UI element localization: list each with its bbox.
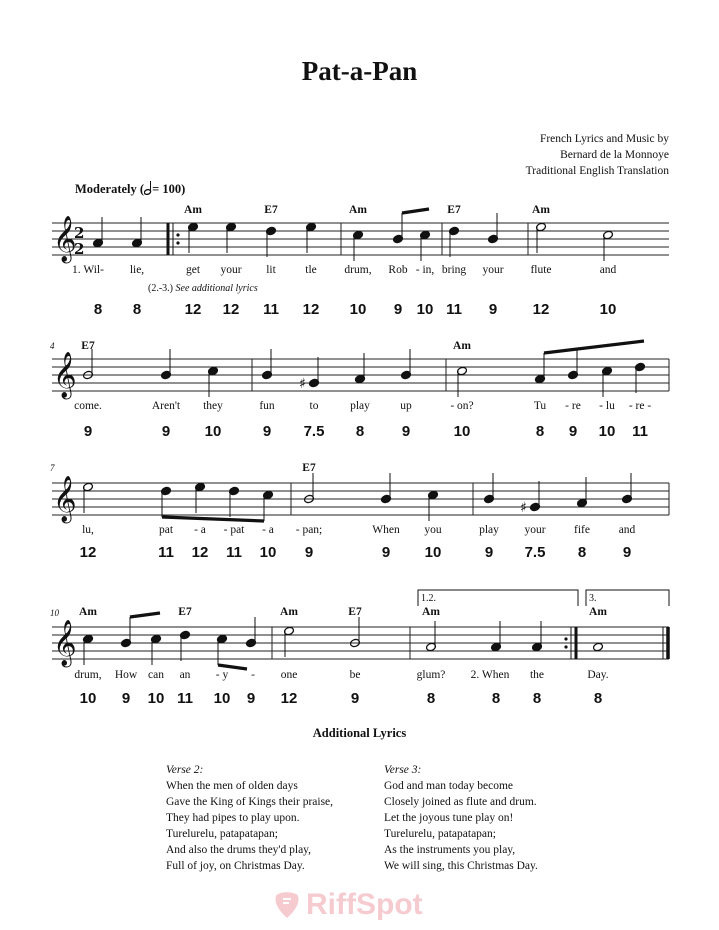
- harmonica-hole-number: 8: [426, 690, 436, 707]
- harmonica-hole-number: 10: [349, 301, 367, 318]
- harmonica-hole-number: 9: [568, 423, 578, 440]
- harmonica-hole-number: 12: [280, 690, 298, 707]
- harmonica-hole-number: 10: [599, 301, 617, 318]
- harmonica-hole-number: 10: [204, 423, 222, 440]
- sharp-icon: ♯: [520, 500, 527, 516]
- lyric-syllable: - in,: [415, 264, 435, 276]
- first-ending-bracket: [418, 590, 578, 606]
- harmonica-hole-number: 9: [161, 423, 171, 440]
- credit-line: French Lyrics and Music by: [539, 133, 669, 145]
- lyric-syllable: lu,: [82, 524, 94, 536]
- lyric-syllable: - re: [565, 400, 581, 412]
- lyric-syllable: come.: [74, 400, 102, 412]
- tempo-value: = 100: [152, 182, 182, 196]
- lyric-syllable: lit: [266, 264, 276, 276]
- verse-2: [166, 762, 333, 874]
- chord-symbol: E7: [302, 462, 316, 474]
- half-note-icon: (: [140, 182, 152, 196]
- chord-symbol: Am: [532, 204, 550, 216]
- verse-3: [384, 762, 538, 874]
- second-ending-bracket: [586, 590, 669, 606]
- verse-line: When the men of olden days: [166, 780, 298, 792]
- harmonica-hole-number: 11: [263, 301, 279, 318]
- harmonica-hole-number: 10: [424, 544, 442, 561]
- note-head: [593, 642, 604, 652]
- harmonica-hole-number: 9: [262, 423, 272, 440]
- repeat-dot: [564, 645, 567, 648]
- harmonica-hole-number: 10: [259, 544, 277, 561]
- lyric-syllable: drum,: [344, 264, 372, 276]
- harmonica-hole-number: 9: [121, 690, 131, 707]
- beam: [130, 613, 160, 617]
- chord-symbol: Am: [589, 606, 607, 618]
- harmonica-hole-number: 11: [632, 423, 648, 440]
- treble-clef-icon: 𝄞: [53, 476, 77, 522]
- verse-range: (2.-3.): [148, 283, 173, 294]
- repeat-dot: [564, 637, 567, 640]
- verse-line: Full of joy, on Christmas Day.: [166, 860, 305, 872]
- treble-clef-icon: 𝄞: [53, 352, 77, 398]
- credit-line: Traditional English Translation: [525, 165, 669, 177]
- see-additional-text: See additional lyrics: [175, 283, 258, 294]
- harmonica-hole-number: 9: [381, 544, 391, 561]
- treble-clef-icon: 𝄞: [53, 620, 77, 666]
- verse-line: Turelurelu, patapatapan;: [384, 828, 496, 840]
- lyric-syllable: - lu: [599, 400, 615, 412]
- lyric-syllable: an: [179, 669, 191, 681]
- lyric-syllable: Day.: [587, 669, 609, 681]
- lyric-syllable: your: [524, 524, 546, 536]
- harmonica-hole-number: 11: [177, 690, 193, 707]
- repeat-dot: [176, 233, 179, 236]
- verse-line: And also the drums they'd play,: [166, 844, 312, 856]
- chord-symbol: Am: [280, 606, 298, 618]
- lyric-syllable: play: [479, 524, 499, 536]
- harmonica-hole-number: 8: [355, 423, 365, 440]
- chord-symbol: Am: [453, 340, 471, 352]
- chord-symbol: E7: [81, 340, 95, 352]
- lyric-syllable: Tu: [533, 400, 547, 412]
- lyric-syllable: - pan;: [295, 524, 323, 536]
- measure-number: 7: [50, 463, 55, 473]
- harmonica-hole-number: 10: [416, 301, 434, 318]
- harmonica-hole-number: 9: [304, 544, 314, 561]
- lyric-syllable: lie,: [129, 264, 145, 276]
- harmonica-hole-number: 11: [446, 301, 462, 318]
- harmonica-hole-number: 8: [535, 423, 545, 440]
- harmonica-hole-number: 9: [622, 544, 632, 561]
- verse-line: We will sing, this Christmas Day.: [384, 860, 538, 872]
- harmonica-hole-number: 9: [350, 690, 360, 707]
- harmonica-hole-number: 9: [484, 544, 494, 561]
- harmonica-hole-number: 10: [213, 690, 231, 707]
- lyric-syllable: to: [309, 400, 319, 412]
- harmonica-hole-number: 10: [453, 423, 471, 440]
- logo-text: RiffSpot: [306, 888, 423, 921]
- page-title: Pat-a-Pan: [301, 56, 418, 86]
- harmonica-hole-number: 10: [79, 690, 97, 707]
- lyric-syllable: fife: [574, 524, 590, 536]
- lyric-syllable: and: [599, 264, 617, 276]
- verse-label: Verse 2:: [166, 764, 204, 776]
- lyric-syllable: glum?: [416, 669, 446, 681]
- treble-clef-icon: 𝄞: [53, 216, 77, 262]
- harmonica-hole-number: 9: [83, 423, 93, 440]
- lyric-syllable: fun: [259, 400, 275, 412]
- verse-line: Closely joined as flute and drum.: [384, 796, 537, 808]
- lyric-syllable: one: [280, 669, 298, 681]
- harmonica-hole-number: 12: [79, 544, 97, 561]
- lyric-syllable: - y: [215, 669, 229, 681]
- first-ending-label: 1.2.: [421, 593, 436, 604]
- harmonica-hole-number: 9: [401, 423, 411, 440]
- tempo-label: Moderately: [75, 182, 137, 196]
- harmonica-hole-number: 7.5: [303, 423, 325, 440]
- harmonica-hole-number: 8: [532, 690, 542, 707]
- see-additional-note: [148, 283, 258, 294]
- guitar-pick-icon: [272, 890, 302, 920]
- lyric-syllable: bring: [441, 264, 467, 276]
- lyric-syllable: How: [114, 669, 138, 681]
- riffspot-logo[interactable]: [272, 888, 423, 922]
- harmonica-hole-number: 8: [132, 301, 142, 318]
- lyric-syllable: - a: [262, 524, 274, 536]
- lyric-syllable: can: [148, 669, 164, 681]
- verse-line: As the instruments you play,: [384, 844, 516, 856]
- lyric-syllable: Aren't: [151, 400, 181, 412]
- harmonica-hole-number: 8: [93, 301, 103, 318]
- lyric-syllable: 2. When: [470, 669, 510, 681]
- chord-symbol: Am: [349, 204, 367, 216]
- lyric-syllable: up: [400, 400, 412, 412]
- verse-label: Verse 3:: [384, 764, 422, 776]
- harmonica-hole-number: 12: [532, 301, 550, 318]
- lyric-syllable: Rob: [388, 264, 408, 276]
- lyric-syllable: your: [220, 264, 242, 276]
- lyric-syllable: play: [350, 400, 370, 412]
- harmonica-hole-number: 9: [488, 301, 498, 318]
- second-ending-label: 3.: [589, 593, 597, 604]
- harmonica-hole-number: 12: [184, 301, 202, 318]
- harmonica-hole-number: 8: [593, 690, 603, 707]
- harmonica-hole-number: 11: [158, 544, 174, 561]
- lyric-syllable: be: [349, 669, 361, 681]
- lyric-syllable: tle: [305, 264, 317, 276]
- lyric-syllable: and: [618, 524, 636, 536]
- lyric-syllable: your: [482, 264, 504, 276]
- tempo-marking: Moderately ( = 100): [75, 182, 186, 196]
- sharp-icon: ♯: [299, 376, 306, 392]
- harmonica-hole-number: 12: [191, 544, 209, 561]
- beam: [544, 341, 644, 353]
- lyric-syllable: get: [185, 264, 201, 276]
- chord-symbol: E7: [348, 606, 362, 618]
- lyric-syllable: -: [251, 669, 255, 681]
- verse-line: God and man today become: [384, 780, 514, 792]
- chord-symbol: E7: [178, 606, 192, 618]
- harmonica-hole-number: 8: [491, 690, 501, 707]
- measure-number: 4: [50, 341, 55, 351]
- repeat-dot: [176, 241, 179, 244]
- chord-symbol: E7: [264, 204, 278, 216]
- lyric-syllable: you: [424, 524, 442, 536]
- verse-line: They had pipes to play upon.: [166, 812, 300, 824]
- measure-number: 10: [50, 608, 59, 618]
- harmonica-hole-number: 12: [222, 301, 240, 318]
- harmonica-hole-number: 9: [246, 690, 256, 707]
- harmonica-hole-number: 9: [393, 301, 403, 318]
- beam: [402, 209, 429, 213]
- time-signature: 2: [74, 224, 85, 242]
- lyric-syllable: drum,: [74, 669, 102, 681]
- chord-symbol: Am: [79, 606, 97, 618]
- verse-line: Turelurelu, patapatapan;: [166, 828, 278, 840]
- harmonica-hole-number: 10: [147, 690, 165, 707]
- lyric-syllable: they: [203, 400, 223, 412]
- lyric-syllable: the: [529, 669, 545, 681]
- harmonica-hole-number: 10: [598, 423, 616, 440]
- harmonica-hole-number: 8: [577, 544, 587, 561]
- additional-lyrics-title: Additional Lyrics: [312, 726, 407, 740]
- harmonica-hole-number: 12: [302, 301, 320, 318]
- credit-line: Bernard de la Monnoye: [560, 149, 669, 161]
- time-signature: 2: [74, 240, 85, 258]
- verse-line: Gave the King of Kings their praise,: [166, 796, 334, 808]
- chord-symbol: Am: [184, 204, 202, 216]
- chord-symbol: E7: [447, 204, 461, 216]
- lyric-syllable: pat: [158, 524, 174, 536]
- harmonica-hole-number: 11: [226, 544, 242, 561]
- lyric-syllable: - pat: [223, 524, 245, 536]
- lyric-syllable: 1. Wil-: [72, 264, 104, 276]
- lyric-syllable: - on?: [450, 400, 474, 412]
- chord-symbol: Am: [422, 606, 440, 618]
- lyric-syllable: When: [372, 524, 400, 536]
- lyric-syllable: - a: [194, 524, 206, 536]
- beam: [162, 517, 264, 521]
- lyric-syllable: flute: [530, 264, 552, 276]
- verse-line: Let the joyous tune play on!: [384, 812, 514, 824]
- lyric-syllable: - re -: [628, 400, 652, 412]
- harmonica-hole-number: 7.5: [524, 544, 546, 561]
